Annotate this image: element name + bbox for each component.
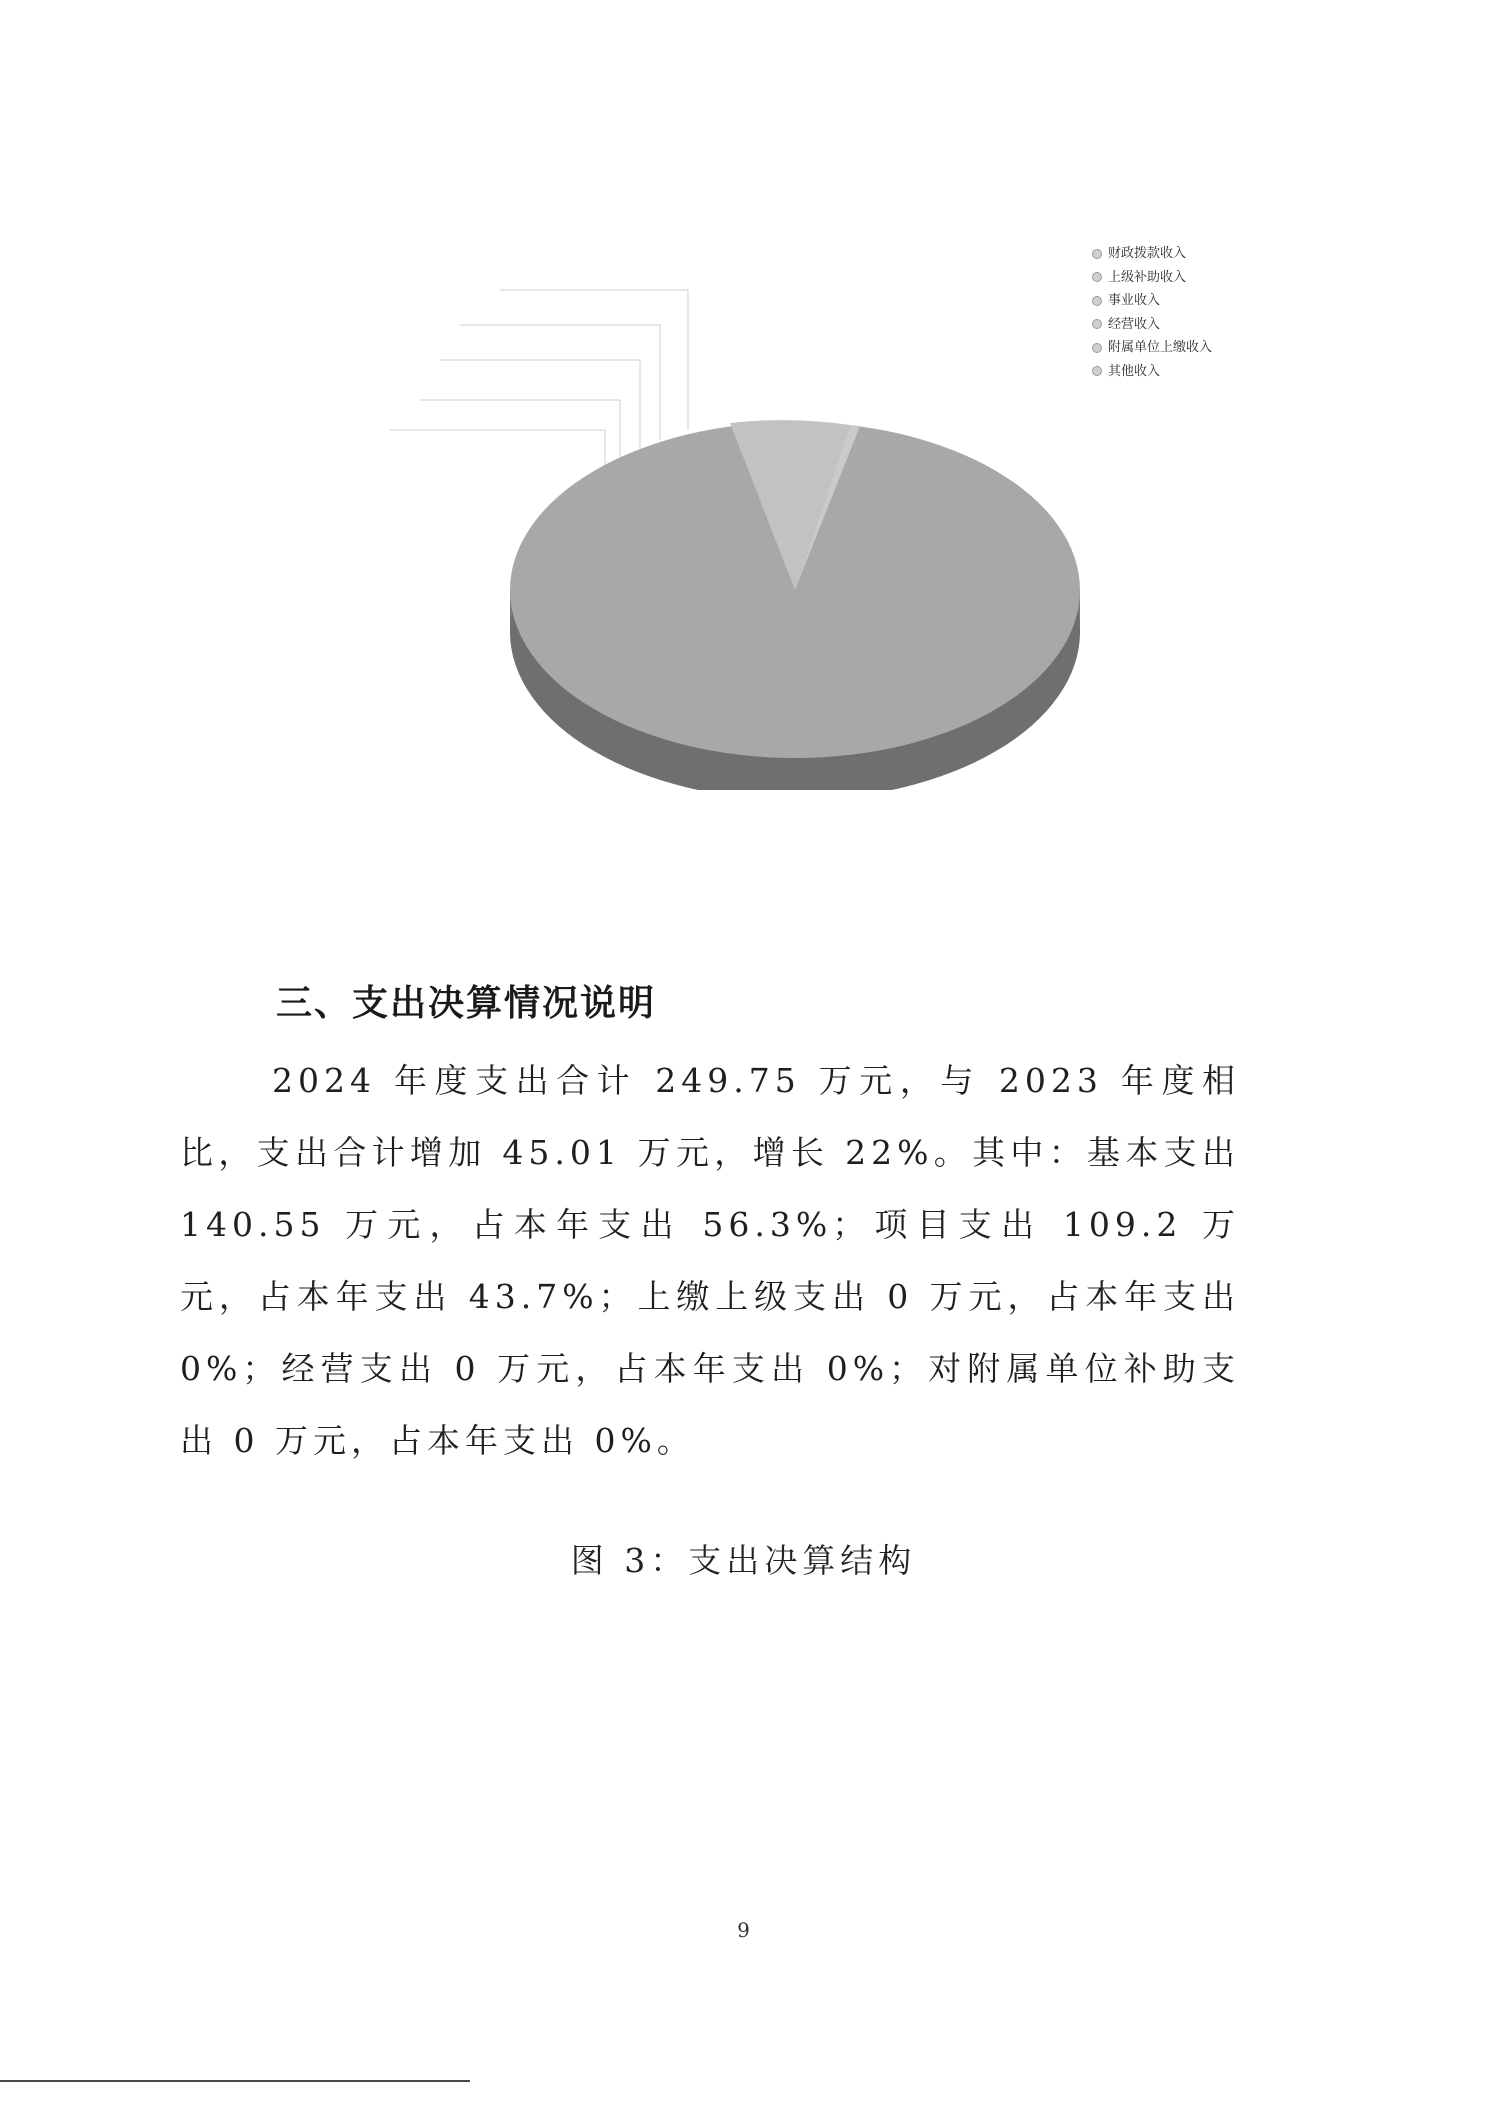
legend-item (1092, 289, 1212, 313)
page-number: 9 (737, 1918, 750, 1942)
legend-label: 附属单位上缴收入 (1108, 340, 1213, 355)
legend-label: 经营收入 (1108, 316, 1161, 332)
paragraph-text: 2024 年度支出合计 249.75 万元，与 2023 年度相比，支出合计增加 45.01 万元，增长 22%。其中：基本支出 140.55 万元，占本年支出 56.3%；项目支出 109.2 万元，占本年支出 43.7%；上缴上级支出 0 万元，占本年支出 0%；经营支出 0 万元，占本年支出 0%；对附属单位补助支出 0 万元，占本年支出 0%。 (180, 1061, 1240, 1460)
legend-item (1092, 336, 1212, 360)
legend-item (1092, 242, 1212, 266)
legend-swatch-icon (1092, 343, 1102, 353)
legend-label: 上级补助收入 (1108, 269, 1187, 285)
legend-swatch-icon (1092, 272, 1102, 282)
figure-caption: 图 3：支出决算结构 (570, 1541, 917, 1580)
legend-swatch-icon (1092, 319, 1102, 329)
legend-swatch-icon (1092, 366, 1102, 376)
section-heading: 三、支出决算情况说明 (276, 983, 657, 1024)
legend-swatch-icon (1092, 249, 1102, 259)
legend-label: 事业收入 (1108, 293, 1161, 308)
body-paragraph (180, 1045, 1240, 1477)
legend-label: 财政拨款收入 (1108, 246, 1187, 261)
chart-legend (1092, 242, 1212, 383)
scan-edge-line (0, 2080, 470, 2082)
legend-item (1092, 266, 1212, 290)
legend-label: 其他收入 (1108, 363, 1161, 379)
legend-item (1092, 360, 1212, 384)
legend-swatch-icon (1092, 296, 1102, 306)
legend-item (1092, 313, 1212, 337)
